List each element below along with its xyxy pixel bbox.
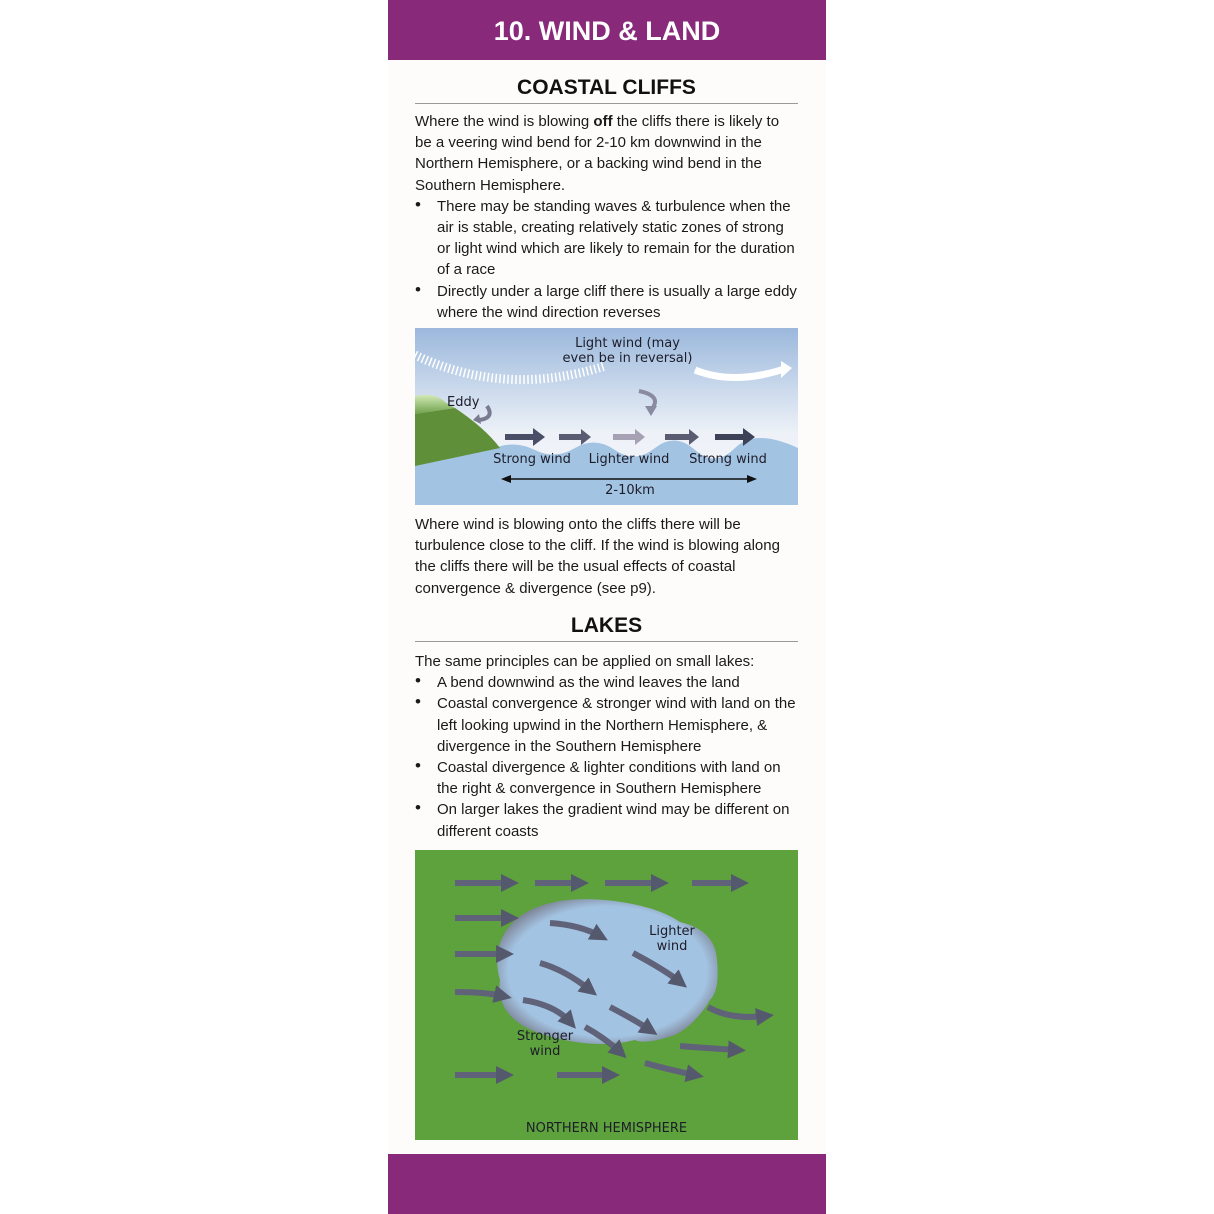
label-line: even be in reversal)	[562, 351, 693, 366]
lakes-section	[415, 612, 798, 842]
label-line: wind	[529, 1044, 561, 1059]
text: Where the wind is blowing	[415, 113, 594, 130]
bullet-list	[415, 672, 798, 842]
hemisphere-caption: NORTHERN HEMISPHERE	[525, 1121, 688, 1136]
label-line: Stronger	[516, 1029, 574, 1044]
cliff-diagram	[415, 328, 798, 505]
list-item: • Coastal convergence & stronger wind with land on the left looking upwind in the Northern Hemisphere, & divergence in the Southern Hemisphere	[415, 693, 798, 757]
section-heading: LAKES	[415, 612, 798, 642]
list-item: • A bend downwind as the wind leaves the land	[415, 672, 798, 693]
eddy-label: Eddy	[447, 395, 480, 410]
lake-diagram-graphic	[415, 850, 798, 1140]
paragraph	[415, 111, 798, 196]
stronger-wind-label	[511, 1029, 579, 1059]
strong-wind-label: Strong wind	[689, 452, 767, 467]
strong-wind-label: Strong wind	[493, 452, 571, 467]
lake-diagram	[415, 850, 798, 1140]
page-title: 10. WIND & LAND	[388, 0, 826, 60]
paragraph: Where wind is blowing onto the cliffs there will be turbulence close to the cliff. If the wind is blowing along the cliffs there will be the usual effects of coastal convergence & divergence (see p9).	[415, 516, 780, 597]
section-heading: COASTAL CLIFFS	[415, 74, 798, 104]
list-item: • Directly under a large cliff there is usually a large eddy where the wind direction reverses	[415, 281, 798, 323]
bullet-list	[415, 196, 798, 323]
list-item: • There may be standing waves & turbulence when the air is stable, creating relatively static zones of strong or light wind which are likely to remain for the duration of a race	[415, 196, 798, 281]
page	[388, 0, 826, 1214]
distance-label: 2-10km	[605, 483, 655, 498]
label-line: Lighter	[649, 924, 695, 939]
list-item: • On larger lakes the gradient wind may be different on different coasts	[415, 799, 798, 841]
footer-bar	[388, 1154, 826, 1214]
light-wind-label	[545, 336, 710, 366]
lighter-wind-label: Lighter wind	[588, 452, 670, 467]
text: the cliffs there is likely to be a veering wind bend for 2-10 km downwind in the Northern Hemisphere, or a backing wind bend in the Southern Hemisphere.	[415, 113, 780, 194]
label-line: wind	[656, 939, 688, 954]
lighter-wind-label	[641, 924, 703, 954]
coastal-outro	[415, 514, 798, 599]
label-line: Light wind (may	[575, 336, 680, 351]
bold-text: off	[593, 113, 613, 130]
list-item: • Coastal divergence & lighter conditions with land on the right & convergence in Southern Hemisphere	[415, 757, 798, 799]
paragraph: The same principles can be applied on small lakes:	[415, 653, 755, 670]
coastal-cliffs-section	[415, 74, 798, 323]
